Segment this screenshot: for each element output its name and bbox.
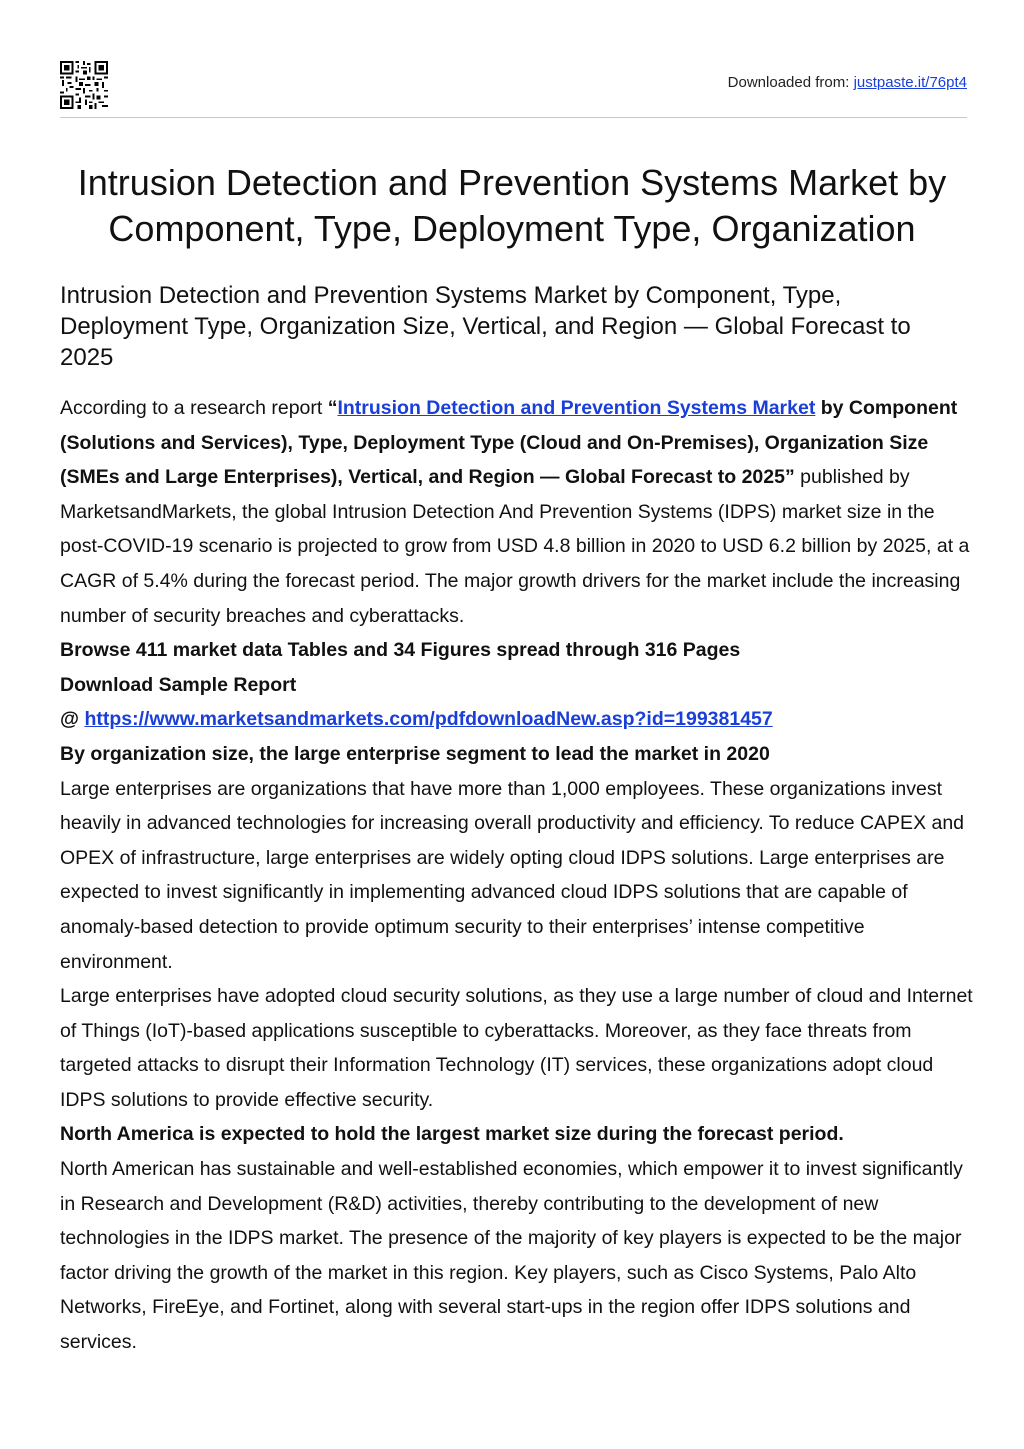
north-america-paragraph: North American has sustainable and well-established economies, which empower it to invest significantly in Research and Development (R&D) activities, thereby contributing to the development of new technologies in the IDPS market. The presence of the majority of key players is expected to be the major factor driving the growth of the market in this region. Key players, such as Cisco Systems, Palo Alto Networks, FireEye, and Fortinet, along with several start-ups in the region offer IDPS solutions and services. (60, 1158, 963, 1354)
downloaded-label: Downloaded from: (727, 74, 854, 91)
quote-open: “ (327, 397, 338, 419)
intro-rest: published by MarketsandMarkets, the global Intrusion Detection And Prevention Systems (IDPS) market size in the post-COVID-19 scenario is projected to grow from USD 4.8 billion in 2020 to USD 6.2 billion by 2025, at a CAGR of 5.4% during the forecast period. The major growth drivers for the market include the increasing number of security breaches and cyberattacks. (60, 466, 970, 627)
page-title: Intrusion Detection and Prevention Systems Market by Component, Type, Deployment Type, Organization (77, 162, 947, 249)
article-body (60, 391, 975, 1360)
sample-at: @ (60, 708, 85, 731)
sample-label-line (60, 668, 975, 703)
org-size-heading (60, 737, 975, 772)
browse-line (60, 633, 975, 668)
north-america-heading (60, 1117, 975, 1152)
north-america-heading-text: North America is expected to hold the largest market size during the forecast period. (60, 1123, 844, 1146)
org-size-heading-text: By organization size, the large enterprise segment to lead the market in 2020 (60, 742, 770, 765)
page-subtitle: Intrusion Detection and Prevention Systems Market by Component, Type, Deployment Type, Organization Size, Vertical, and Region — Global Forecast to 2025 (60, 282, 911, 371)
header-divider (60, 117, 967, 118)
browse-text: Browse 411 market data Tables and 34 Figures spread through 316 Pages (60, 639, 741, 662)
intro-paragraph (60, 391, 975, 633)
org-size-paragraph-1: Large enterprises are organizations that have more than 1,000 employees. These organizations invest heavily in advanced technologies for increasing overall productivity and efficiency. To reduce CAPEX and OPEX of infrastructure, large enterprises are widely opting cloud IDPS solutions. Large enterprises are expected to invest significantly in implementing advanced cloud IDPS solutions that are capable of anomaly-based detection to provide optimum security to their enterprises’ intense competitive environment. (60, 777, 965, 973)
source-link[interactable]: justpaste.it/76pt4 (853, 74, 967, 91)
report-title: by Component (Solutions and Services), Type, Deployment Type (Cloud and On-Premises), Organization Size (SMEs and Large Enterprises), Vertical, and Region — Global Forecast to 2025” (60, 397, 958, 489)
sample-url-line (60, 702, 975, 737)
downloaded-from (728, 74, 967, 91)
sample-report-link[interactable]: https://www.marketsandmarkets.com/pdfdownloadNew.asp?id=199381457 (84, 708, 773, 731)
sample-label: Download Sample Report (60, 673, 297, 696)
qr-code-icon (60, 61, 108, 109)
intro-lead: According to a research report (60, 397, 328, 419)
org-size-paragraph-2: Large enterprises have adopted cloud security solutions, as they use a large number of cloud and Internet of Things (IoT)-based applications susceptible to cyberattacks. Moreover, as they face threats from targeted attacks to disrupt their Information Technology (IT) services, these organizations adopt cloud IDPS solutions to provide effective security. (60, 985, 973, 1111)
report-link[interactable]: Intrusion Detection and Prevention Systems Market (337, 397, 816, 419)
